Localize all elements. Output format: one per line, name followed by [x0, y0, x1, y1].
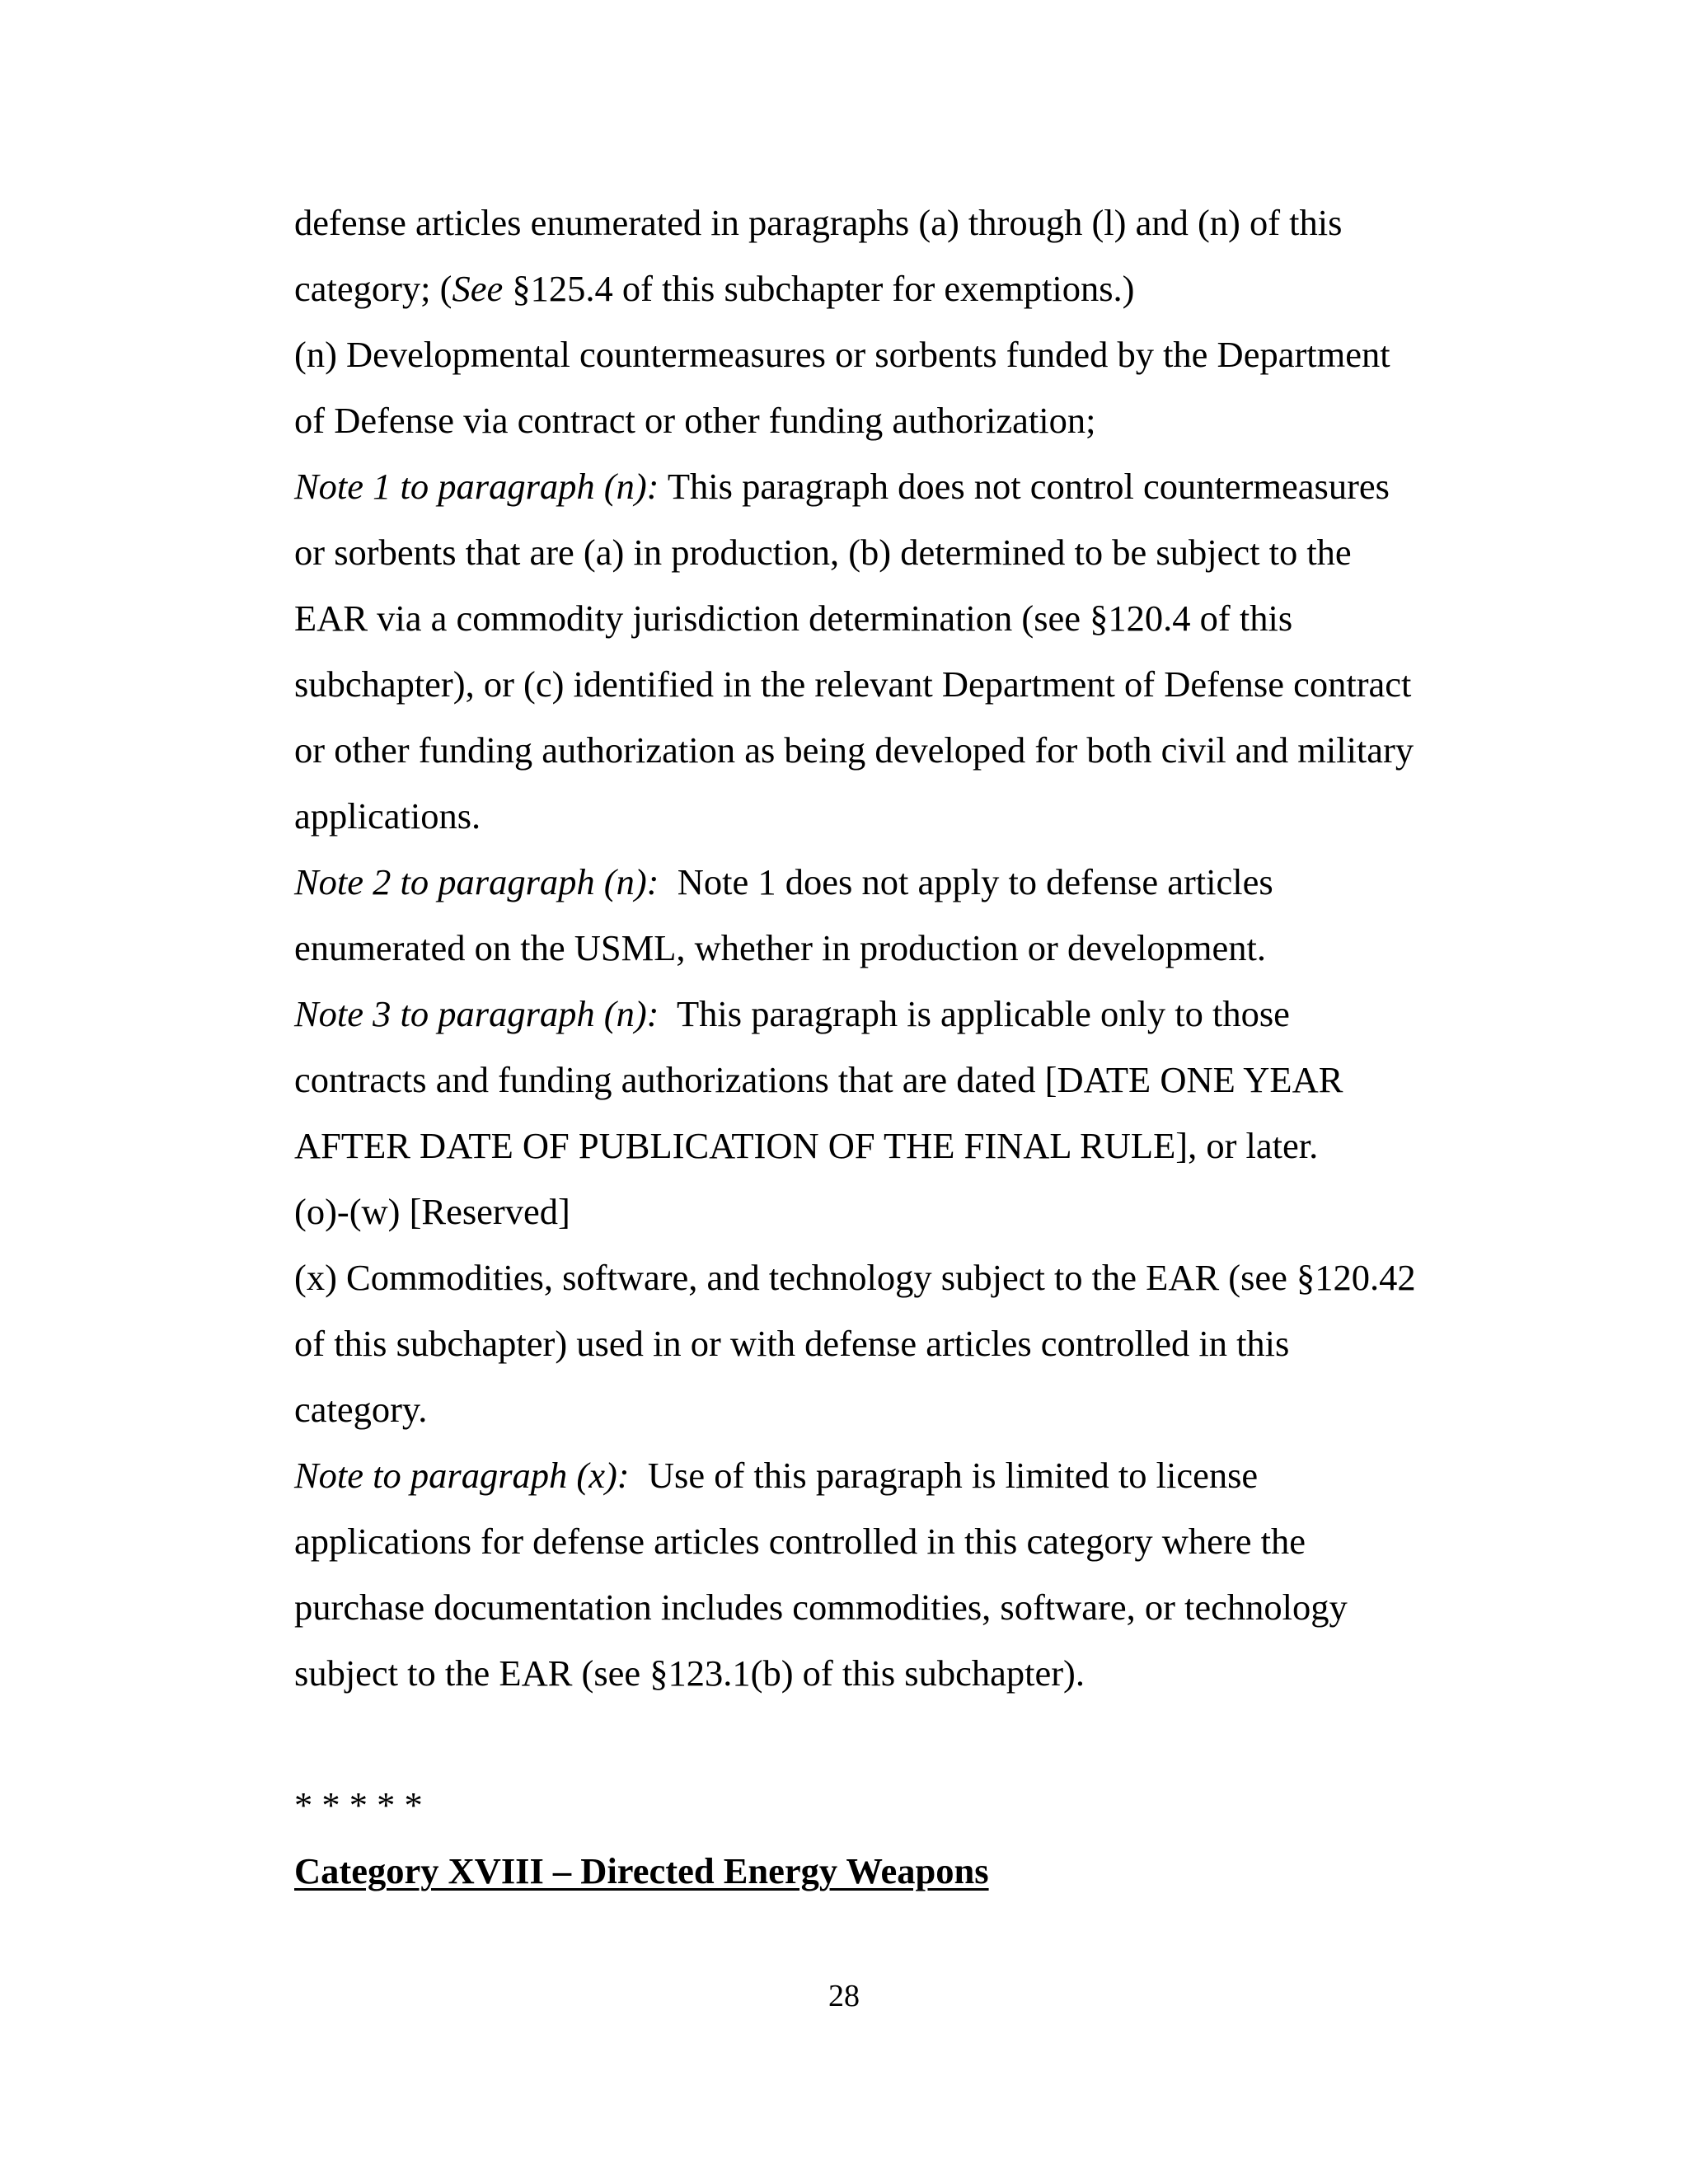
text-line: [294, 255, 1481, 321]
text-fragment: §125.4 of this subchapter for exemptions.): [503, 268, 1135, 309]
note-1-text: This paragraph does not control countermeasures: [659, 466, 1390, 507]
text-line: of Defense via contract or other funding authorization;: [294, 400, 1096, 441]
note-2-text: Note 1 does not apply to defense articles: [659, 861, 1273, 902]
note-2-label: Note 2 to paragraph (n):: [294, 861, 659, 902]
see-italic: See: [452, 268, 504, 309]
note-3: [294, 981, 1481, 1047]
text-line: enumerated on the USML, whether in production or development.: [294, 927, 1266, 968]
text-line: subchapter), or (c) identified in the relevant Department of Defense contract: [294, 663, 1412, 705]
blank-line: [294, 1706, 1481, 1772]
category-heading: Category XVIII – Directed Energy Weapons: [294, 1850, 989, 1891]
note-x-text: Use of this paragraph is limited to license: [629, 1455, 1259, 1496]
note-2: [294, 849, 1481, 915]
text-line: AFTER DATE OF PUBLICATION OF THE FINAL RULE], or later.: [294, 1125, 1319, 1166]
text-line: applications for defense articles controlled in this category where the: [294, 1521, 1306, 1562]
note-x-label: Note to paragraph (x):: [294, 1455, 630, 1496]
text-line: subject to the EAR (see §123.1(b) of this subchapter).: [294, 1652, 1085, 1694]
note-1: [294, 453, 1481, 519]
note-1-label: Note 1 to paragraph (n):: [294, 466, 659, 507]
text-line: applications.: [294, 795, 481, 837]
note-x: [294, 1442, 1481, 1508]
text-line: contracts and funding authorizations that are dated [DATE ONE YEAR: [294, 1059, 1343, 1100]
body-text: [294, 190, 1481, 1904]
heading-line: [294, 1838, 1481, 1904]
paragraph-n: (n) Developmental countermeasures or sorbents funded by the Department: [294, 334, 1390, 375]
text-fragment: category; (: [294, 268, 452, 309]
note-3-label: Note 3 to paragraph (n):: [294, 993, 659, 1034]
text-line: category.: [294, 1389, 428, 1430]
text-line: or other funding authorization as being developed for both civil and military: [294, 729, 1414, 771]
text-line: of this subchapter) used in or with defense articles controlled in this: [294, 1323, 1290, 1364]
page-number: 28: [828, 1979, 860, 2013]
text-line: or sorbents that are (a) in production, (b) determined to be subject to the: [294, 532, 1352, 573]
section-break-asterisks: * * * * *: [294, 1784, 423, 1825]
note-3-text: This paragraph is applicable only to those: [659, 993, 1290, 1034]
text-line: purchase documentation includes commodities, software, or technology: [294, 1586, 1348, 1628]
text-line: EAR via a commodity jurisdiction determination (see §120.4 of this: [294, 598, 1293, 639]
paragraph-x: (x) Commodities, software, and technology subject to the EAR (see §120.42: [294, 1257, 1416, 1298]
paragraph-reserved: (o)-(w) [Reserved]: [294, 1191, 570, 1232]
text-line: defense articles enumerated in paragraphs (a) through (l) and (n) of this: [294, 202, 1343, 243]
